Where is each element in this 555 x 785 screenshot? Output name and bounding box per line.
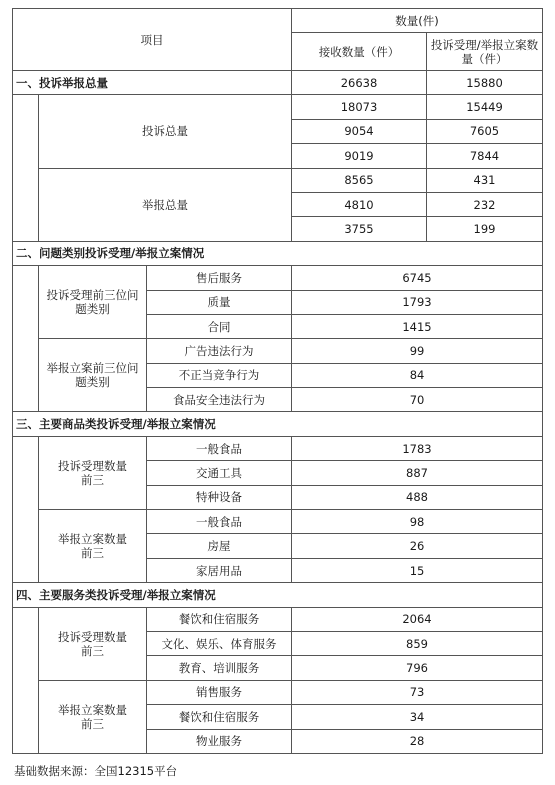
row-value: 73: [292, 680, 543, 704]
table-cell: 4810: [292, 192, 427, 216]
indent-cell: [13, 607, 39, 753]
section-title: 三、主要商品类投诉受理/举报立案情况: [13, 412, 543, 436]
total-received: 26638: [292, 71, 427, 95]
row-name: 餐饮和住宿服务: [147, 607, 292, 631]
row-value: 99: [292, 339, 543, 363]
header-quantity: 数量(件): [292, 9, 543, 33]
row-value: 70: [292, 388, 543, 412]
row-value: 1783: [292, 436, 543, 460]
total-accepted: 15880: [427, 71, 543, 95]
row-name: 广告违法行为: [147, 339, 292, 363]
indent-cell: [13, 266, 39, 412]
row-name: 不正当竞争行为: [147, 363, 292, 387]
group-label: 投诉受理数量前三: [39, 607, 147, 680]
row-name: 合同: [147, 314, 292, 338]
row-value: 15: [292, 558, 543, 582]
row-name: 房屋: [147, 534, 292, 558]
row-name: 文化、娱乐、体育服务: [147, 631, 292, 655]
section-title: 四、主要服务类投诉受理/举报立案情况: [13, 583, 543, 607]
complaint-total-accepted: 15449: [427, 95, 543, 119]
section-title: 一、投诉举报总量: [13, 71, 292, 95]
statistics-table: [12, 8, 543, 754]
header-item: 项目: [13, 9, 292, 71]
row-name: 质量: [147, 290, 292, 314]
report-total-accepted: 431: [427, 168, 543, 192]
group-label: 投诉受理前三位问题类别: [39, 266, 147, 339]
row-name: 餐饮和住宿服务: [147, 705, 292, 729]
row-value: 1793: [292, 290, 543, 314]
row-value: 6745: [292, 266, 543, 290]
row-name: 一般食品: [147, 436, 292, 460]
group-label: 举报立案数量前三: [39, 680, 147, 753]
row-value: 34: [292, 705, 543, 729]
row-value: 488: [292, 485, 543, 509]
table-cell: 232: [427, 192, 543, 216]
row-value: 859: [292, 631, 543, 655]
row-name: 物业服务: [147, 729, 292, 753]
table-cell: 7844: [427, 144, 543, 168]
table-cell: 9054: [292, 119, 427, 143]
row-name: 交通工具: [147, 461, 292, 485]
table-cell: 199: [427, 217, 543, 241]
row-value: 887: [292, 461, 543, 485]
row-name: 特种设备: [147, 485, 292, 509]
row-value: 796: [292, 656, 543, 680]
row-name: 教育、培训服务: [147, 656, 292, 680]
row-name: 食品安全违法行为: [147, 388, 292, 412]
complaint-total-received: 18073: [292, 95, 427, 119]
row-name: 销售服务: [147, 680, 292, 704]
group-label: 举报立案前三位问题类别: [39, 339, 147, 412]
table-cell: 7605: [427, 119, 543, 143]
table-cell: 3755: [292, 217, 427, 241]
row-value: 84: [292, 363, 543, 387]
header-accepted: 投诉受理/举报立案数量（件）: [427, 33, 543, 71]
header-received: 接收数量（件）: [292, 33, 427, 71]
indent-cell: [13, 95, 39, 241]
group-label: 举报立案数量前三: [39, 510, 147, 583]
row-value: 26: [292, 534, 543, 558]
report-total-received: 8565: [292, 168, 427, 192]
row-value: 28: [292, 729, 543, 753]
indent-cell: [13, 436, 39, 582]
group-label: 投诉受理数量前三: [39, 436, 147, 509]
footnote: 基础数据来源：全国12315平台: [14, 764, 178, 778]
report-total-label: 举报总量: [39, 168, 292, 241]
row-name: 售后服务: [147, 266, 292, 290]
row-value: 98: [292, 510, 543, 534]
row-value: 1415: [292, 314, 543, 338]
row-name: 家居用品: [147, 558, 292, 582]
row-name: 一般食品: [147, 510, 292, 534]
row-value: 2064: [292, 607, 543, 631]
table-cell: 9019: [292, 144, 427, 168]
section-title: 二、问题类别投诉受理/举报立案情况: [13, 241, 543, 265]
complaint-total-label: 投诉总量: [39, 95, 292, 168]
